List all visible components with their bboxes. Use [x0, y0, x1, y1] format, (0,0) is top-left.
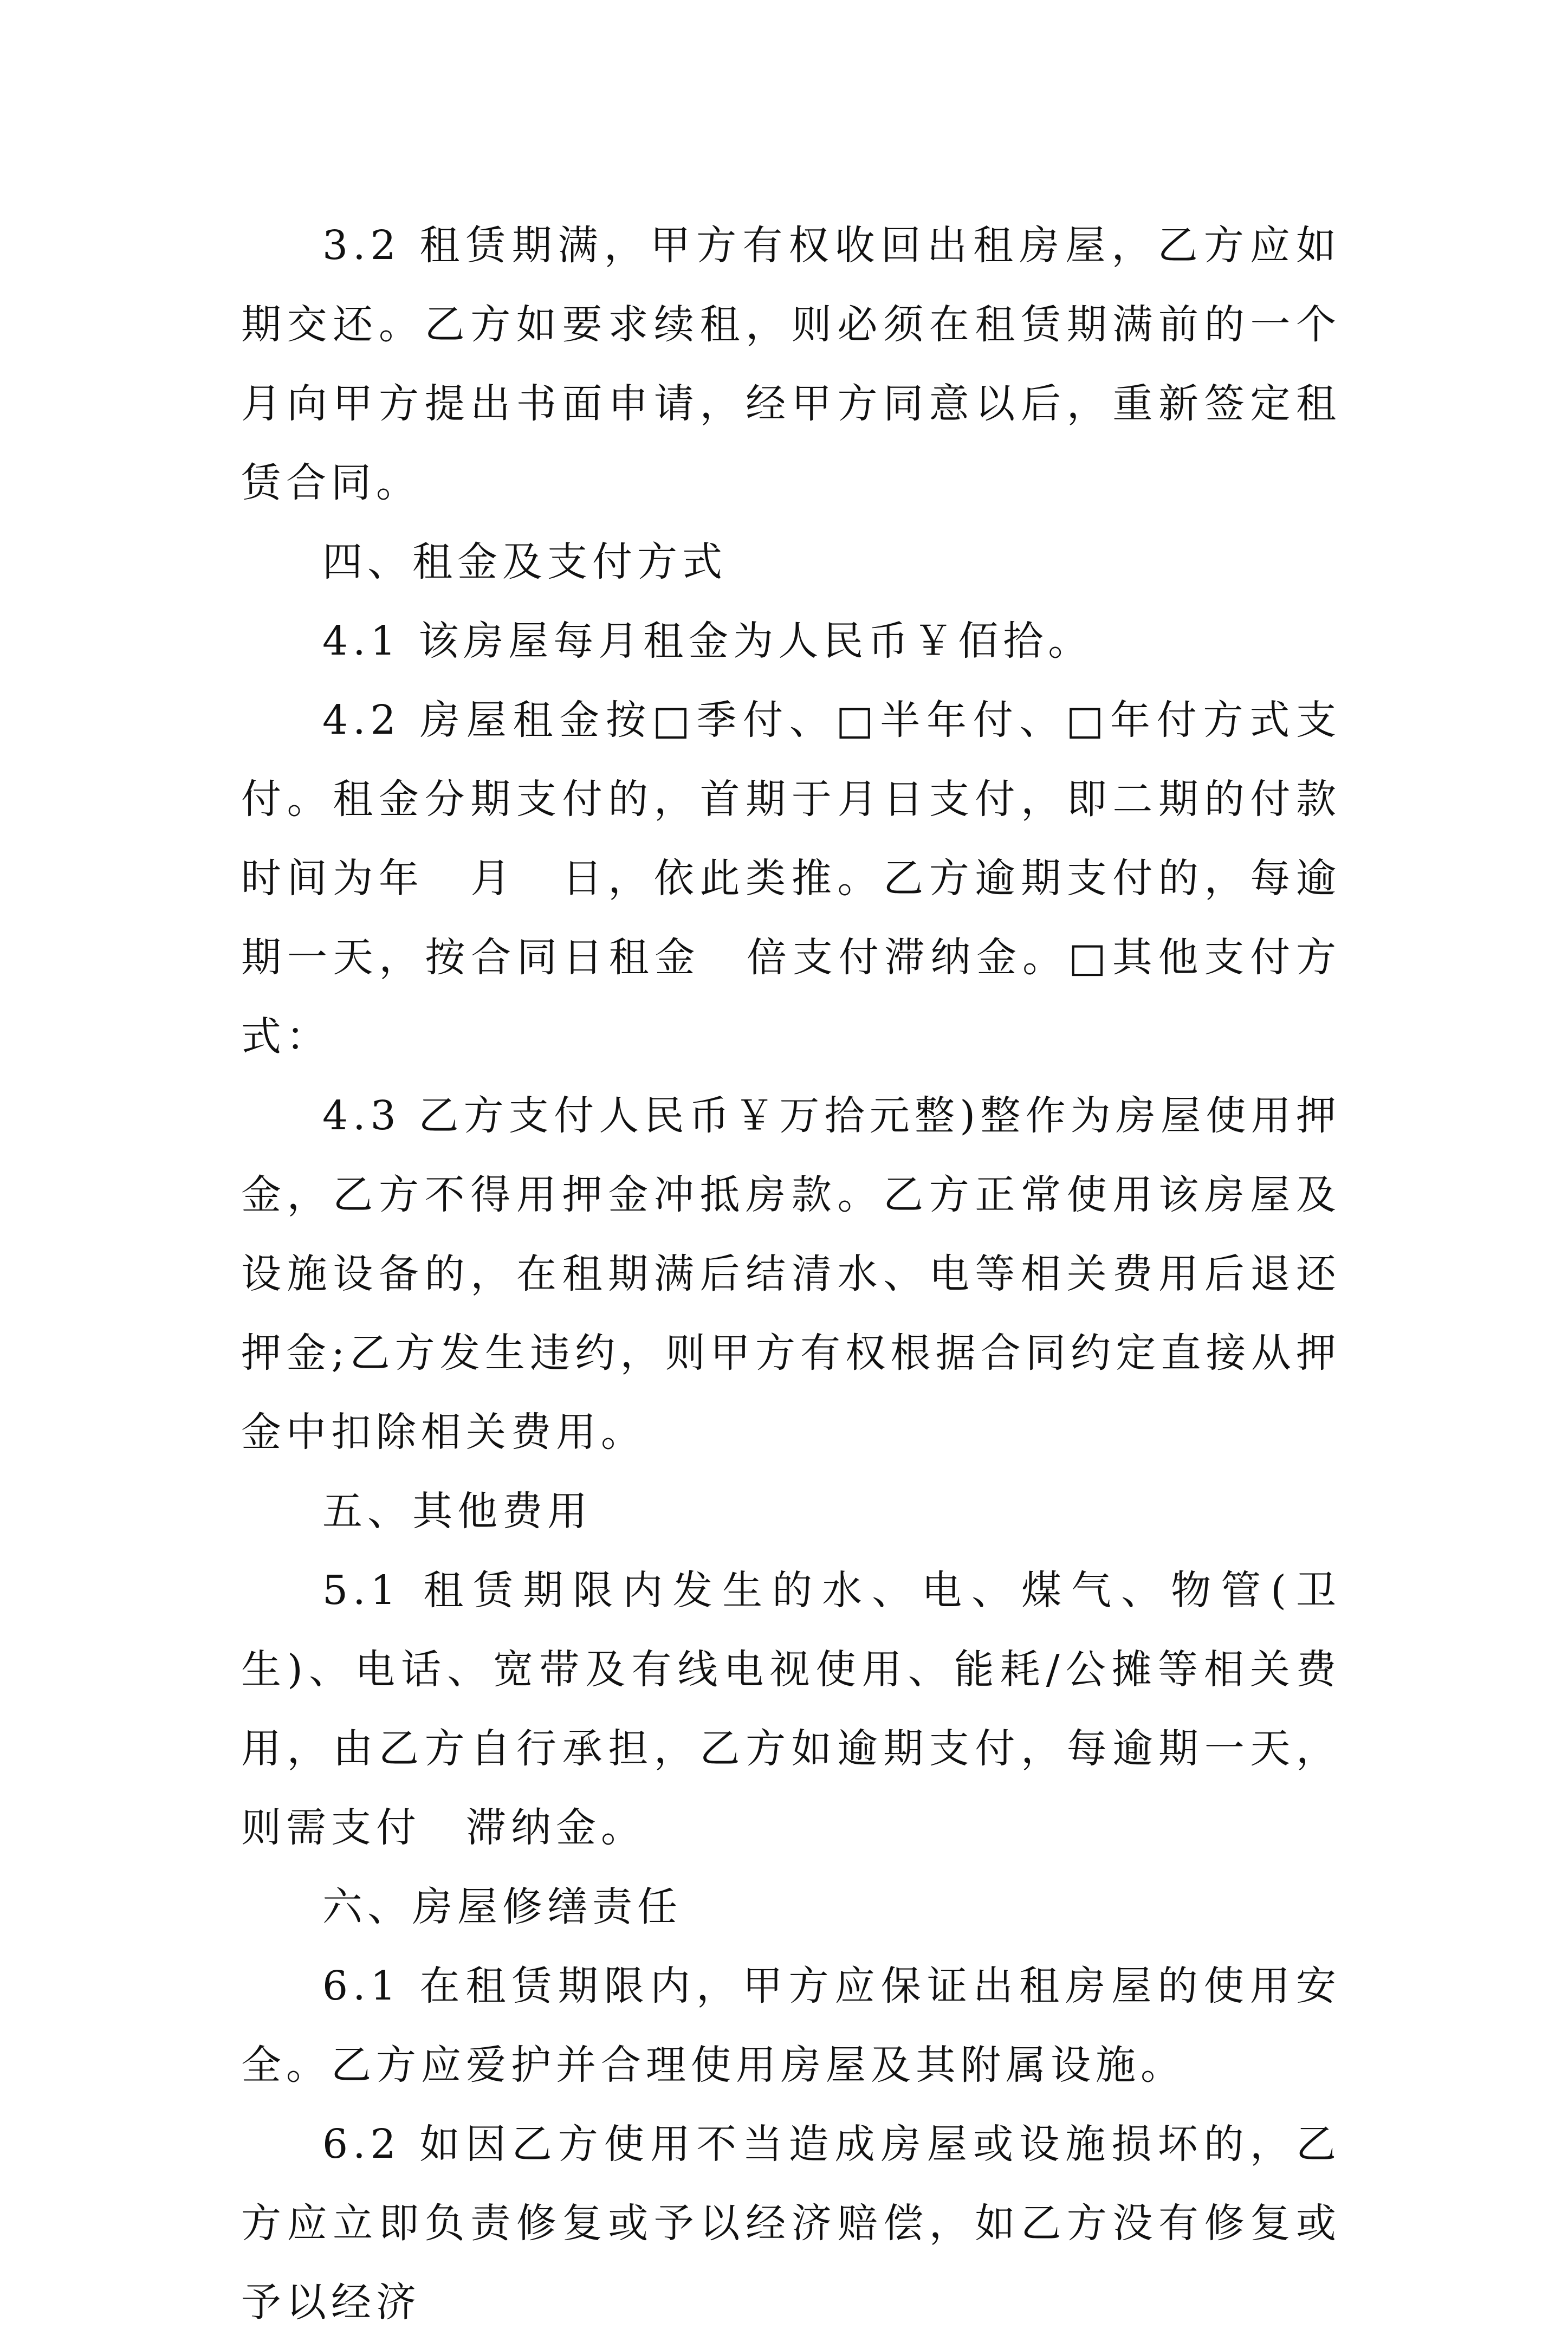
section-5-heading: 五、其他费用: [322, 1488, 592, 1535]
document-body: [241, 206, 1341, 2342]
clause-3-2-paragraph: 3.2 租赁期满，甲方有权收回出租房屋，乙方应如期交还。乙方如要求续租，则必须在租赁期满前的一个月向甲方提出书面申请，经甲方同意以后，重新签定租赁合同。: [241, 222, 1341, 506]
section-4-heading: 四、租金及支付方式: [322, 539, 727, 585]
clause-5-1-paragraph: 5.1 租赁期限内发生的水、电、煤气、物管(卫生)、电话、宽带及有线电视使用、能耗/公摊等相关费用，由乙方自行承担，乙方如逾期支付，每逾期一天，则需支付 滞纳金。: [241, 1567, 1341, 1851]
clause-4-1-paragraph: 4.1 该房屋每月租金为人民币￥佰拾。: [322, 618, 1093, 664]
clause-6-1-paragraph: 6.1 在租赁期限内，甲方应保证出租房屋的使用安全。乙方应爱护并合理使用房屋及其附属设施。: [241, 1963, 1341, 2088]
clause-4-2-paragraph: 4.2 房屋租金按□季付、□半年付、□年付方式支付。租金分期支付的，首期于月日支付，即二期的付款时间为年 月 日，依此类推。乙方逾期支付的，每逾期一天，按合同日租金 倍支付滞纳金。□其他支付方式：: [241, 697, 1341, 1060]
clause-4-3-paragraph: 4.3 乙方支付人民币￥万拾元整)整作为房屋使用押金，乙方不得用押金冲抵房款。乙方正常使用该房屋及设施设备的，在租期满后结清水、电等相关费用后退还押金;乙方发生违约，则甲方有权根据合同约定直接从押金中扣除相关费用。: [241, 1092, 1341, 1455]
section-6-heading: 六、房屋修缮责任: [322, 1884, 682, 1930]
clause-6-2-paragraph: 6.2 如因乙方使用不当造成房屋或设施损坏的，乙方应立即负责修复或予以经济赔偿，如乙方没有修复或予以经济: [241, 2121, 1341, 2326]
